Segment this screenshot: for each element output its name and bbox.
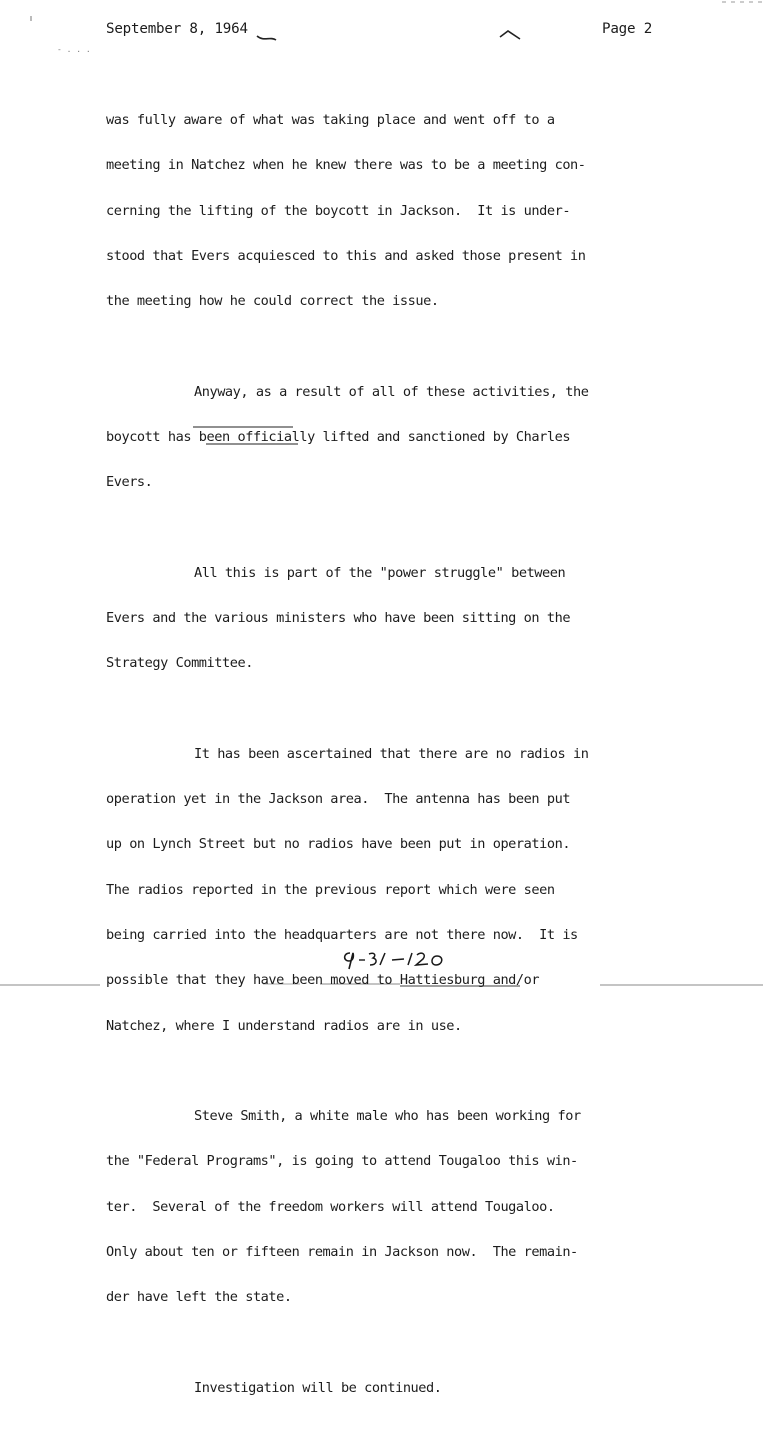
text-line: Evers. (106, 474, 153, 491)
paragraph-6 (106, 1350, 676, 1425)
text-line: stood that Evers acquiesced to this and asked those present in (106, 248, 586, 265)
text-line: cerning the lifting of the boycott in Jackson. It is under- (106, 202, 571, 219)
text-line: Anyway, as a result of all of these activities, the (194, 383, 589, 400)
paragraph-1 (106, 83, 676, 340)
text-line: ter. Several of the freedom workers will attend Tougaloo. (106, 1198, 555, 1215)
handwritten-number-text: 9-31-120 (340, 945, 345, 946)
text-line: Evers and the various ministers who have been sitting on the (106, 610, 571, 627)
paragraph-2 (106, 355, 676, 521)
text-line: Natchez, where I understand radios are in use. (106, 1017, 462, 1034)
paragraph-4 (106, 717, 676, 1064)
page-number: Page 2 (602, 21, 653, 37)
text-line: Strategy Committee. (106, 655, 253, 672)
text-line: boycott has been officially lifted and sanctioned by Charles (106, 429, 571, 446)
text-line: was fully aware of what was taking place and went off to a (106, 112, 555, 129)
handwritten-file-number (340, 945, 460, 975)
text-line: up on Lynch Street but no radios have been put in operation. (106, 836, 571, 853)
svg-text:- . . .: - . . . (57, 45, 91, 54)
text-line: Steve Smith, a white male who has been working for (194, 1108, 581, 1124)
text-line: being carried into the headquarters are not there now. It is (106, 926, 578, 943)
paragraph-3 (106, 536, 676, 702)
text-line: operation yet in the Jackson area. The antenna has been put (106, 791, 571, 808)
document-date: September 8, 1964 (106, 21, 248, 37)
text-line: The radios reported in the previous report which were seen (106, 881, 555, 898)
text-line: the "Federal Programs", is going to attend Tougaloo this win- (106, 1153, 578, 1170)
document-body (106, 83, 676, 1441)
text-line: All this is part of the "power struggle" between (194, 564, 566, 581)
text-line: the meeting how he could correct the issue. (106, 293, 439, 310)
text-line: der have left the state. (106, 1289, 292, 1306)
text-line: Investigation will be continued. (194, 1379, 442, 1396)
text-line: meeting in Natchez when he knew there was to be a meeting con- (106, 157, 586, 174)
paragraph-5 (106, 1079, 676, 1336)
text-line: Only about ten or fifteen remain in Jackson now. The remain- (106, 1243, 578, 1260)
text-line: It has been ascertained that there are no radios in (194, 745, 589, 762)
text-line: possible that they have been moved to Hattiesburg and/or (106, 972, 540, 989)
